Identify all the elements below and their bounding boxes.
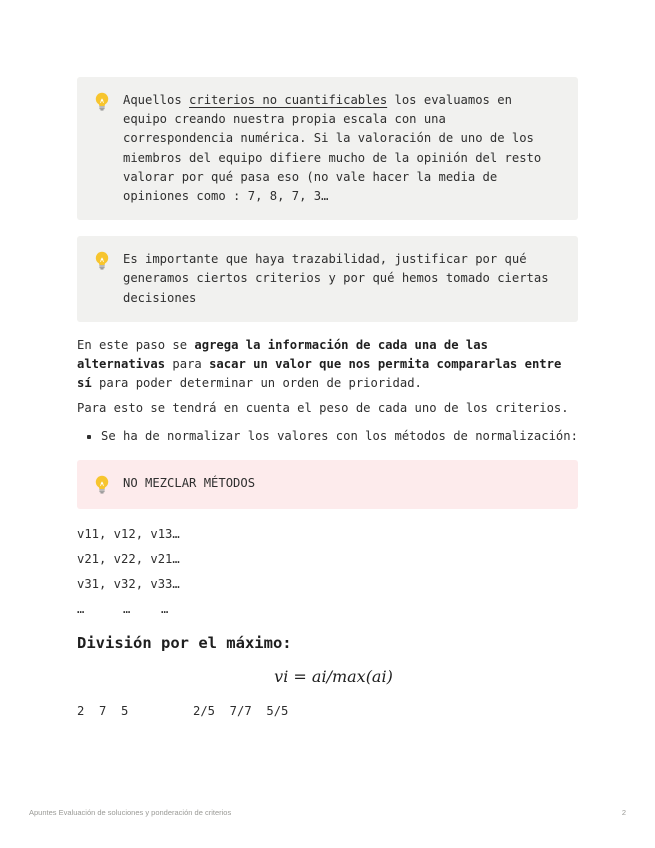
callout-text — [123, 91, 562, 206]
bullet-list — [77, 427, 578, 446]
paragraph-peso: Para esto se tendrá en cuenta el peso de cada uno de los criterios. — [77, 401, 569, 416]
callout-trazabilidad — [77, 236, 578, 322]
callout-criterios — [77, 77, 578, 220]
ellipsis: … — [123, 602, 131, 617]
lightbulb-icon — [91, 249, 113, 271]
callout-text-mid: los evaluamos en — [387, 93, 512, 107]
ellipsis-row — [77, 600, 578, 619]
callout-text: NO MEZCLAR MÉTODOS — [123, 475, 256, 490]
lightbulb-icon — [91, 90, 113, 112]
page-number: 2 — [621, 808, 626, 817]
numbers-row — [77, 702, 578, 721]
list-item: Se ha de normalizar los valores con los métodos de normalización: — [77, 427, 578, 446]
vector-row: v21, v22, v21… — [77, 552, 180, 567]
callout-text: Es importante que haya trazabilidad, justificar por qué generamos ciertos criterios y por qué hemos tomado ciertas decisiones — [123, 252, 549, 305]
bold-text: agrega la información de cada una de las alternativas — [77, 337, 488, 372]
footer-title: Apuntes Evaluación de soluciones y ponderación de criterios — [29, 808, 232, 817]
text-span: En este paso se — [77, 337, 195, 352]
underlined-term: criterios no cuantificables — [189, 93, 388, 107]
lightbulb-icon — [91, 473, 113, 495]
vector-row: v11, v12, v13… — [77, 526, 180, 541]
section-heading: División por el máximo: — [77, 633, 292, 652]
numbers-normalized: 2/5 7/7 5/5 — [193, 703, 289, 718]
ellipsis: … — [77, 602, 85, 617]
ellipsis: … — [161, 602, 169, 617]
text-span: para poder determinar un orden de prioridad. — [91, 376, 422, 391]
page-footer — [29, 808, 626, 817]
callout-no-mezclar — [77, 460, 578, 509]
callout-text-start: Aquellos — [123, 93, 190, 107]
vector-row: v31, v32, v33… — [77, 577, 180, 592]
callout-text-rest: equipo creando nuestra propia escala con una correspondencia numérica. Si la valoración de uno de los miembros del equipo difiere mucho de la opinión del resto valorar por qué pasa eso (no vale hacer la media de opiniones como : 7, 8, 7, 3… — [123, 112, 542, 204]
paragraph-agregacion — [77, 336, 578, 394]
bold-text: sacar un valor que nos permita compararlas entre sí — [77, 357, 562, 391]
page-content — [77, 77, 578, 721]
text-span: para — [165, 357, 210, 372]
formula: vi = ai/max(ai) — [274, 666, 393, 686]
numbers-original: 2 7 5 — [77, 703, 129, 718]
